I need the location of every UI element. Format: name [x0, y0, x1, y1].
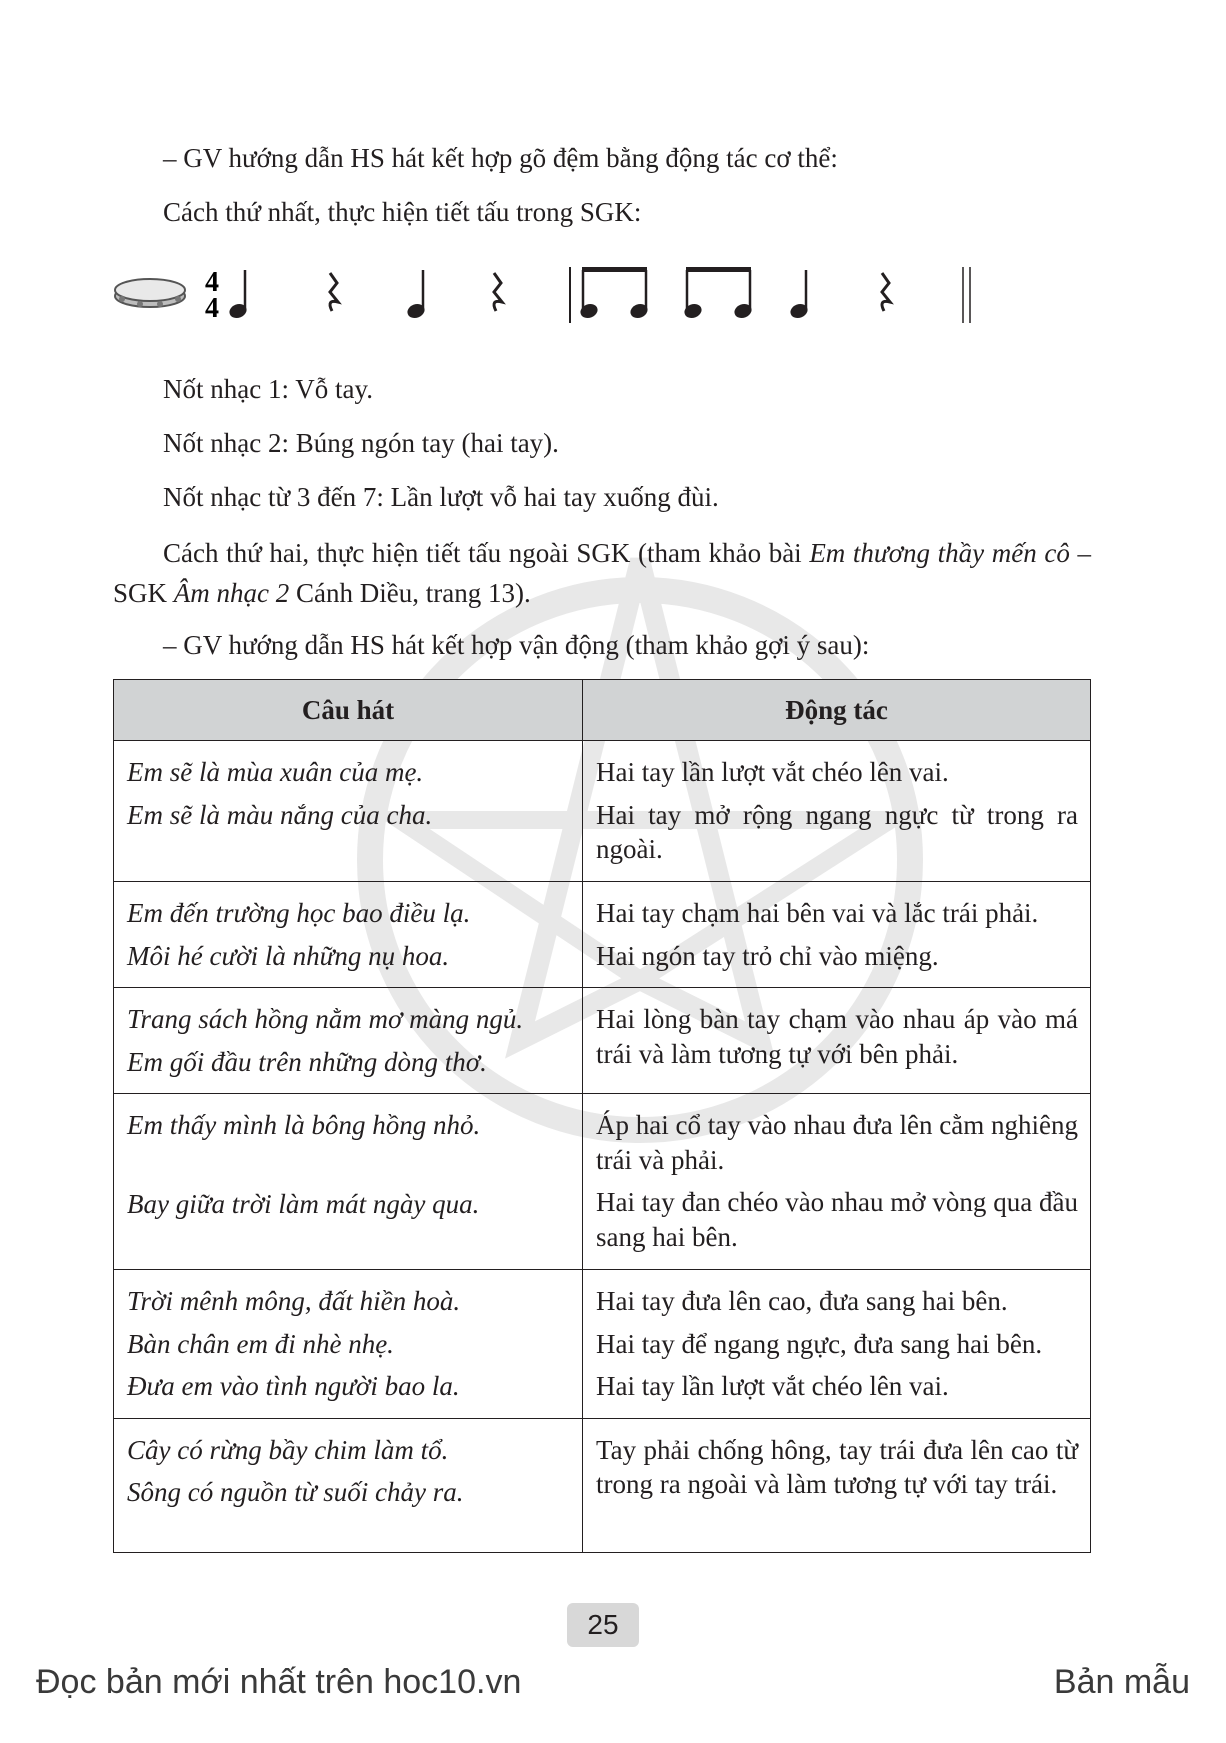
lyrics-cell — [114, 1094, 583, 1270]
lyric-line: Sông có nguồn từ suối chảy ra. — [127, 1477, 464, 1508]
action-line: Hai tay lần lượt vắt chéo lên vai. — [596, 757, 949, 787]
song-movement-table — [113, 679, 1091, 1553]
note-7 — [790, 270, 808, 319]
lyrics-cell — [114, 882, 583, 988]
second-way-text-b: – SGK — [113, 538, 1091, 608]
action-cell — [583, 1094, 1091, 1270]
note-description-2: Nốt nhạc 2: Búng ngón tay (hai tay). — [163, 428, 559, 458]
action-line: Hai tay để ngang ngực, đưa sang hai bên. — [596, 1328, 1043, 1359]
tambourine-icon — [115, 279, 185, 307]
lyrics-cell — [114, 741, 583, 882]
footer-draft-label: Bản mẫu — [1053, 1663, 1190, 1701]
lyrics-cell — [114, 988, 583, 1094]
table-row — [114, 988, 1091, 1094]
table-row — [114, 882, 1091, 988]
time-signature-bottom: 4 — [205, 293, 219, 324]
note-2 — [407, 270, 425, 319]
lyric-line: Em sẽ là màu nắng của cha. — [127, 799, 433, 830]
lyric-line: Trang sách hồng nằm mơ màng ngủ. — [127, 1004, 524, 1035]
lyric-line: Môi hé cười là những nụ hoa. — [127, 940, 450, 971]
table-row — [114, 1270, 1091, 1419]
second-way-text-c: Cánh Diều, trang 13). — [289, 578, 531, 608]
action-line: Hai lòng bàn tay chạm vào nhau áp vào má trái và làm tương tự với bên phải. — [596, 1004, 1078, 1069]
page-number: 25 — [567, 1603, 639, 1647]
footer-link-text[interactable]: Đọc bản mới nhất trên hoc10.vn — [36, 1663, 522, 1701]
time-signature-top: 4 — [205, 267, 219, 298]
rhythm-notation — [110, 255, 1110, 335]
action-cell — [583, 1418, 1091, 1552]
table-row — [114, 1094, 1091, 1270]
lyric-line: Em gối đầu trên những dòng thơ. — [127, 1046, 487, 1077]
eighth-pair-1 — [580, 267, 648, 319]
rest-1 — [330, 273, 338, 311]
action-line: Hai tay lần lượt vắt chéo lên vai. — [596, 1371, 949, 1402]
action-cell — [583, 988, 1091, 1094]
rest-2 — [494, 273, 502, 311]
intro-line-1: – GV hướng dẫn HS hát kết hợp gõ đệm bằng động tác cơ thể: — [163, 143, 838, 173]
note-1 — [229, 270, 247, 319]
table-row — [114, 1418, 1091, 1552]
action-line: Hai tay đưa lên cao, đưa sang hai bên. — [596, 1286, 1008, 1317]
action-cell — [583, 741, 1091, 882]
header-actions: Động tác — [583, 680, 1091, 741]
action-line: Hai tay chạm hai bên vai và lắc trái phải. — [596, 898, 1039, 928]
song-title: Em thương thầy mến cô — [809, 538, 1070, 568]
table-header-row — [114, 680, 1091, 741]
action-line: Hai ngón tay trỏ chỉ vào miệng. — [596, 940, 939, 971]
intro-line-2: Cách thứ nhất, thực hiện tiết tấu trong SGK: — [163, 197, 642, 227]
lyric-line: Bàn chân em đi nhè nhẹ. — [127, 1328, 394, 1359]
book-title: Âm nhạc 2 — [173, 578, 290, 608]
action-line: Hai tay mở rộng ngang ngực từ trong ra ngoài. — [596, 799, 1078, 865]
lyric-line: Em đến trường học bao điều lạ. — [127, 898, 471, 928]
action-line: Áp hai cổ tay vào nhau đưa lên cằm nghiêng trái và phải. — [596, 1110, 1078, 1175]
lyric-line: Em thấy mình là bông hồng nhỏ. — [127, 1110, 481, 1141]
action-cell — [583, 882, 1091, 988]
action-cell — [583, 1270, 1091, 1419]
movement-intro: – GV hướng dẫn HS hát kết hợp vận động (tham khảo gợi ý sau): — [163, 630, 870, 660]
lyrics-cell — [114, 1270, 583, 1419]
lyric-line: Trời mênh mông, đất hiền hoà. — [127, 1286, 461, 1317]
second-way-paragraph — [113, 533, 1091, 613]
lyric-line: Cây có rừng bầy chim làm tổ. — [127, 1434, 449, 1465]
rest-3 — [882, 273, 890, 311]
second-way-text-a: Cách thứ hai, thực hiện tiết tấu ngoài SGK (tham khảo bài — [163, 538, 810, 568]
lyric-line: Bay giữa trời làm mát ngày qua. — [127, 1188, 480, 1219]
action-line: Tay phải chống hông, tay trái đưa lên cao từ trong ra ngoài và làm tương tự với tay trái. — [596, 1434, 1078, 1500]
lyric-line: Em sẽ là mùa xuân của mẹ. — [127, 757, 424, 787]
action-line: Hai tay đan chéo vào nhau mở vòng qua đầu sang hai bên. — [596, 1187, 1078, 1252]
note-description-3: Nốt nhạc từ 3 đến 7: Lần lượt vỗ hai tay xuống đùi. — [163, 482, 719, 512]
lyric-line: Đưa em vào tình người bao la. — [127, 1371, 460, 1402]
header-lyrics: Câu hát — [114, 680, 583, 741]
note-description-1: Nốt nhạc 1: Vỗ tay. — [163, 374, 373, 404]
table-row — [114, 741, 1091, 882]
lyrics-cell — [114, 1418, 583, 1552]
eighth-pair-2 — [684, 267, 752, 319]
